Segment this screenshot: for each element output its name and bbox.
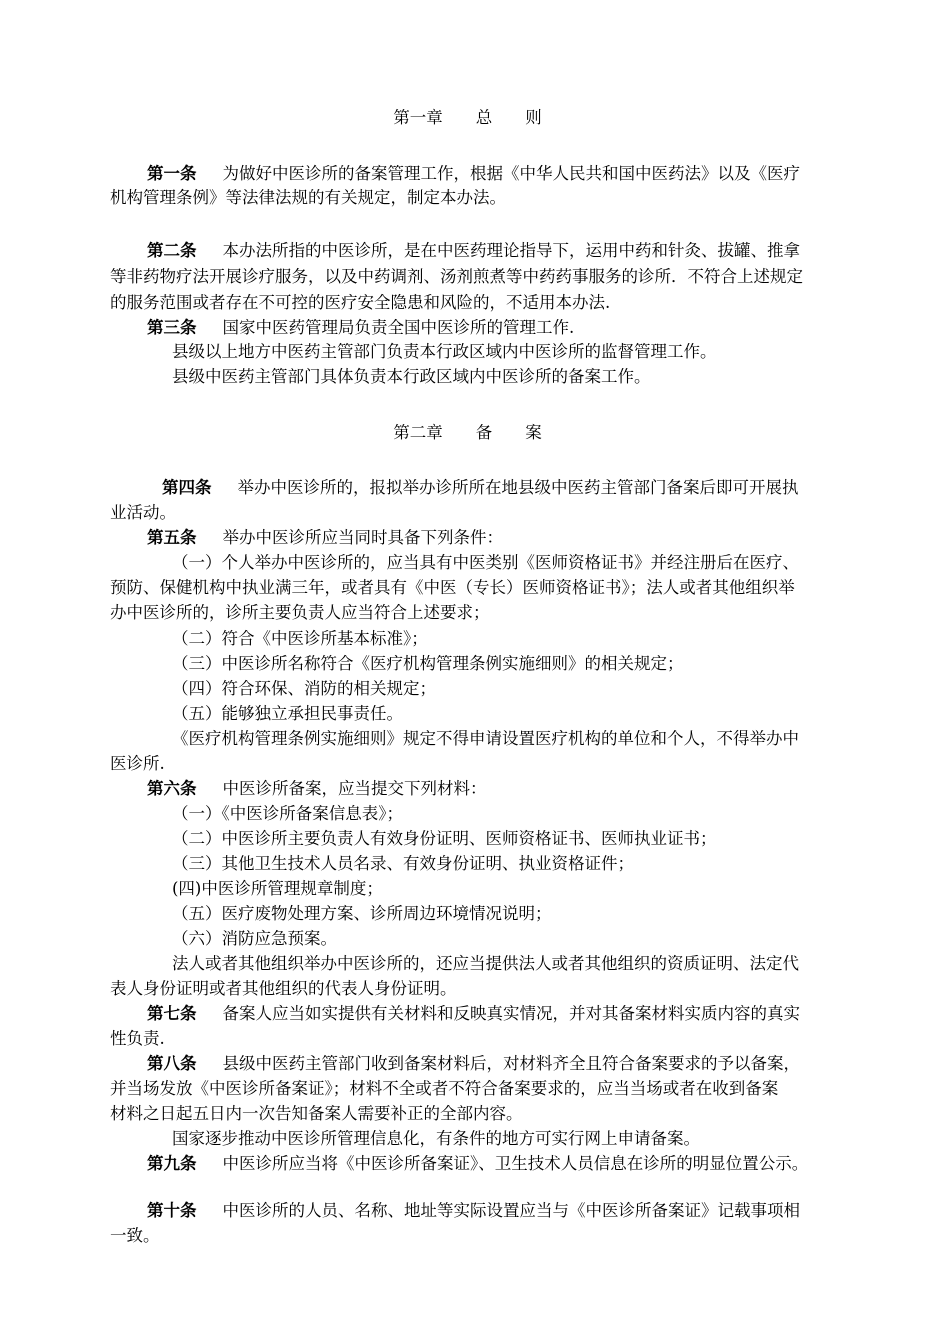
article-8-line-2: 并当场发放《中医诊所备案证》；材料不全或者不符合备案要求的，应当当场或者在收到备案 — [110, 1079, 779, 1098]
article-9-label: 第九条 — [147, 1154, 197, 1173]
article-6-item-5: （五）医疗废物处理方案、诊所周边环境情况说明； — [172, 904, 552, 923]
article-10-label: 第十条 — [147, 1201, 197, 1220]
article-4-line-1: 第四条 举办中医诊所的，报拟举办诊所所在地县级中医药主管部门备案后即可开展执 — [162, 478, 799, 497]
article-6-note-cont: 表人身份证明或者其他组织的代表人身份证明。 — [110, 979, 457, 998]
article-5-item-1-cont: 预防、保健机构中执业满三年，或者具有《中医（专长）医师资格证书》；法人或者其他组织举 — [110, 578, 795, 597]
article-5-line-1: 第五条 举办中医诊所应当同时具备下列条件： — [147, 528, 503, 547]
article-6-item-1: （一）《中医诊所备案信息表》； — [172, 804, 403, 823]
chapter-2-title: 第二章 备 案 — [393, 423, 542, 442]
article-6-item-3: （三）其他卫生技术人员名录、有效身份证明、执业资格证件； — [172, 854, 634, 873]
article-6-item-4: (四)中医诊所管理规章制度； — [172, 879, 383, 898]
article-5-label: 第五条 — [147, 528, 197, 547]
article-5-item-2: （二）符合《中医诊所基本标准》； — [172, 629, 428, 648]
article-2-line-1: 第二条 本办法所指的中医诊所，是在中医药理论指导下，运用中药和针灸、拔罐、推拿 — [147, 241, 800, 260]
article-3-line-1: 第三条 国家中医药管理局负责全国中医诊所的管理工作. — [147, 318, 575, 337]
article-2-label: 第二条 — [147, 241, 197, 260]
article-8-line-3: 材料之日起五日内一次告知备案人需要补正的全部内容。 — [110, 1104, 523, 1123]
article-2-line-2: 等非药物疗法开展诊疗服务，以及中药调剂、汤剂煎煮等中药药事服务的诊所．不符合上述规定 — [110, 267, 803, 286]
article-8-label: 第八条 — [147, 1054, 197, 1073]
article-5-note: 《医疗机构管理条例实施细则》规定不得申请设置医疗机构的单位和个人，不得举办中 — [172, 729, 799, 748]
article-3-line-3: 县级中医药主管部门具体负责本行政区域内中医诊所的备案工作。 — [172, 367, 651, 386]
article-5-item-5: （五）能够独立承担民事责任。 — [172, 704, 403, 723]
article-7-line-2: 性负责. — [110, 1029, 165, 1048]
article-3-label: 第三条 — [147, 318, 197, 337]
article-5-item-3: （三）中医诊所名称符合《医疗机构管理条例实施细则》的相关规定； — [172, 654, 684, 673]
article-6-item-6: （六）消防应急预案。 — [172, 929, 337, 948]
article-7-label: 第七条 — [147, 1004, 197, 1023]
article-10-line-2: 一致。 — [110, 1226, 160, 1245]
article-10-line-1: 第十条 中医诊所的人员、名称、地址等实际设置应当与《中医诊所备案证》记载事项相 — [147, 1201, 800, 1220]
article-6-line-1: 第六条 中医诊所备案，应当提交下列材料： — [147, 779, 487, 798]
article-5-item-1-cont-2: 办中医诊所的，诊所主要负责人应当符合上述要求； — [110, 603, 490, 622]
article-6-item-2: （二）中医诊所主要负责人有效身份证明、医师资格证书、医师执业证书； — [172, 829, 717, 848]
article-4-label: 第四条 — [162, 478, 212, 497]
article-9-line-1: 第九条 中医诊所应当将《中医诊所备案证》、卫生技术人员信息在诊所的明显位置公示。 — [147, 1154, 809, 1173]
article-1-line-1: 第一条 为做好中医诊所的备案管理工作，根据《中华人民共和国中医药法》以及《医疗 — [147, 164, 800, 183]
article-5-item-4: （四）符合环保、消防的相关规定； — [172, 679, 436, 698]
article-6-note: 法人或者其他组织举办中医诊所的，还应当提供法人或者其他组织的资质证明、法定代 — [172, 954, 799, 973]
article-5-note-cont: 医诊所. — [110, 754, 165, 773]
article-2-line-3: 的服务范围或者存在不可控的医疗安全隐患和风险的，不适用本办法. — [110, 293, 611, 312]
article-8-line-4: 国家逐步推动中医诊所管理信息化，有条件的地方可实行网上申请备案。 — [172, 1129, 700, 1148]
article-5-item-1: （一）个人举办中医诊所的，应当具有中医类别《医师资格证书》并经注册后在医疗、 — [172, 553, 799, 572]
article-8-line-1: 第八条 县级中医药主管部门收到备案材料后，对材料齐全且符合备案要求的予以备案， — [147, 1054, 800, 1073]
article-6-label: 第六条 — [147, 779, 197, 798]
article-1-label: 第一条 — [147, 164, 197, 183]
article-3-line-2: 县级以上地方中医药主管部门负责本行政区域内中医诊所的监督管理工作。 — [172, 342, 717, 361]
article-7-line-1: 第七条 备案人应当如实提供有关材料和反映真实情况，并对其备案材料实质内容的真实 — [147, 1004, 800, 1023]
article-4-line-2: 业活动。 — [110, 503, 176, 522]
chapter-1-title: 第一章 总 则 — [393, 108, 542, 127]
article-1-line-2: 机构管理条例》等法律法规的有关规定，制定本办法。 — [110, 188, 506, 207]
